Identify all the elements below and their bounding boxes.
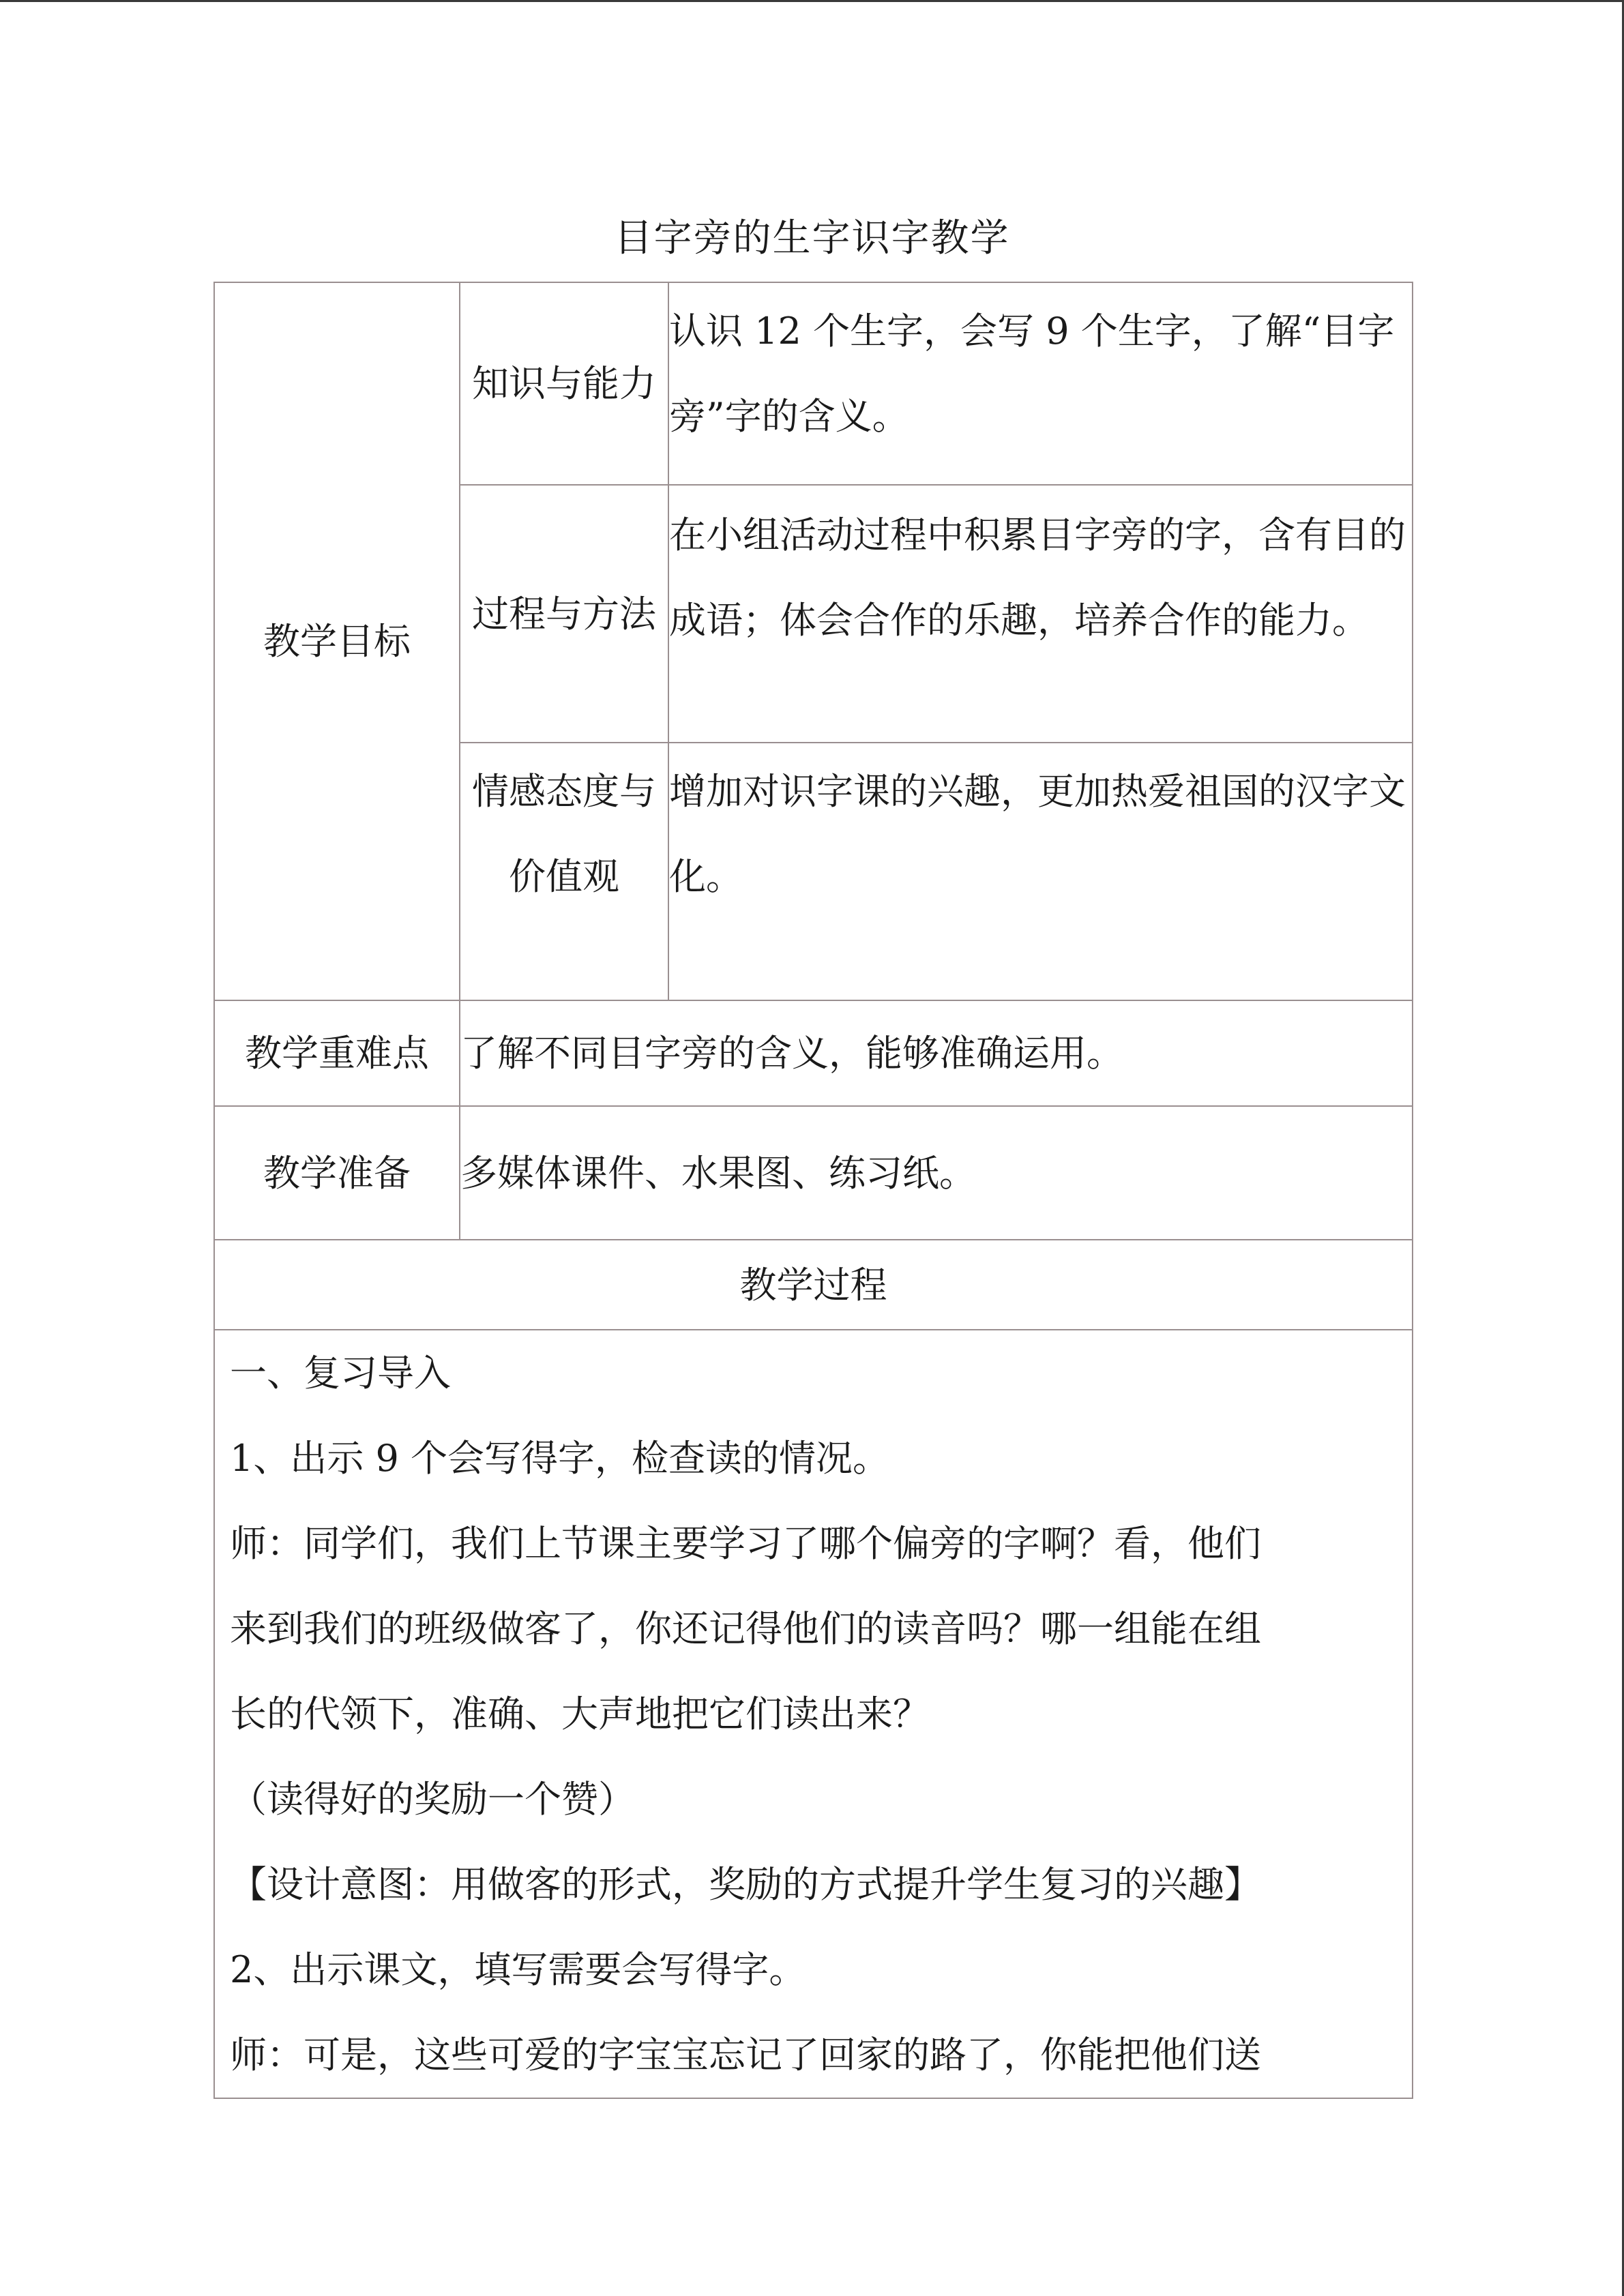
lesson-plan-table — [213, 282, 1413, 2099]
process-body — [214, 1330, 1413, 2098]
process-line: 【设计意图：用做客的形式，奖励的方式提升学生复习的兴趣】 — [230, 1863, 1261, 1906]
document-title: 目字旁的生字识字教学 — [614, 216, 1010, 260]
objective-row-knowledge — [214, 282, 1413, 485]
objective-label-attitude: 情感态度与价值观 — [460, 743, 668, 1000]
process-line: （读得好的奖励一个赞） — [230, 1778, 635, 1821]
process-line: 师：可是，这些可爱的字宝宝忘记了回家的路了，你能把他们送 — [230, 2033, 1261, 2076]
objective-text-process: 在小组活动过程中积累目字旁的字，含有目的成语；体会合作的乐趣，培养合作的能力。 — [668, 485, 1413, 743]
process-heading: 教学过程 — [214, 1240, 1413, 1330]
process-line: 长的代领下，准确、大声地把它们读出来？ — [230, 1693, 930, 1735]
process-line: 来到我们的班级做客了，你还记得他们的读音吗？哪一组能在组 — [230, 1607, 1261, 1650]
objective-label-knowledge: 知识与能力 — [460, 282, 668, 485]
objective-text-attitude: 增加对识字课的兴趣，更加热爱祖国的汉字文化。 — [668, 743, 1413, 1000]
process-line: 2、出示课文，填写需要会写得字。 — [230, 1948, 806, 1991]
process-heading-row — [214, 1240, 1413, 1330]
objective-text-knowledge: 认识 12 个生字，会写 9 个生字，了解“目字旁”字的含义。 — [668, 282, 1413, 485]
key-points-label: 教学重难点 — [214, 1000, 460, 1106]
objective-label-process: 过程与方法 — [460, 485, 668, 743]
preparation-label: 教学准备 — [214, 1106, 460, 1240]
page-edge-top — [0, 0, 1624, 2]
objectives-label: 教学目标 — [214, 282, 460, 1000]
preparation-text: 多媒体课件、水果图、练习纸。 — [460, 1106, 1413, 1240]
process-line: 1、出示 9 个会写得字，检查读的情况。 — [230, 1437, 890, 1480]
key-points-row — [214, 1000, 1413, 1106]
process-body-row — [214, 1330, 1413, 2098]
key-points-text: 了解不同目字旁的含义，能够准确运用。 — [460, 1000, 1413, 1106]
process-line: 师：同学们，我们上节课主要学习了哪个偏旁的字啊？看，他们 — [230, 1522, 1261, 1565]
preparation-row — [214, 1106, 1413, 1240]
process-line: 一、复习导入 — [230, 1352, 451, 1395]
